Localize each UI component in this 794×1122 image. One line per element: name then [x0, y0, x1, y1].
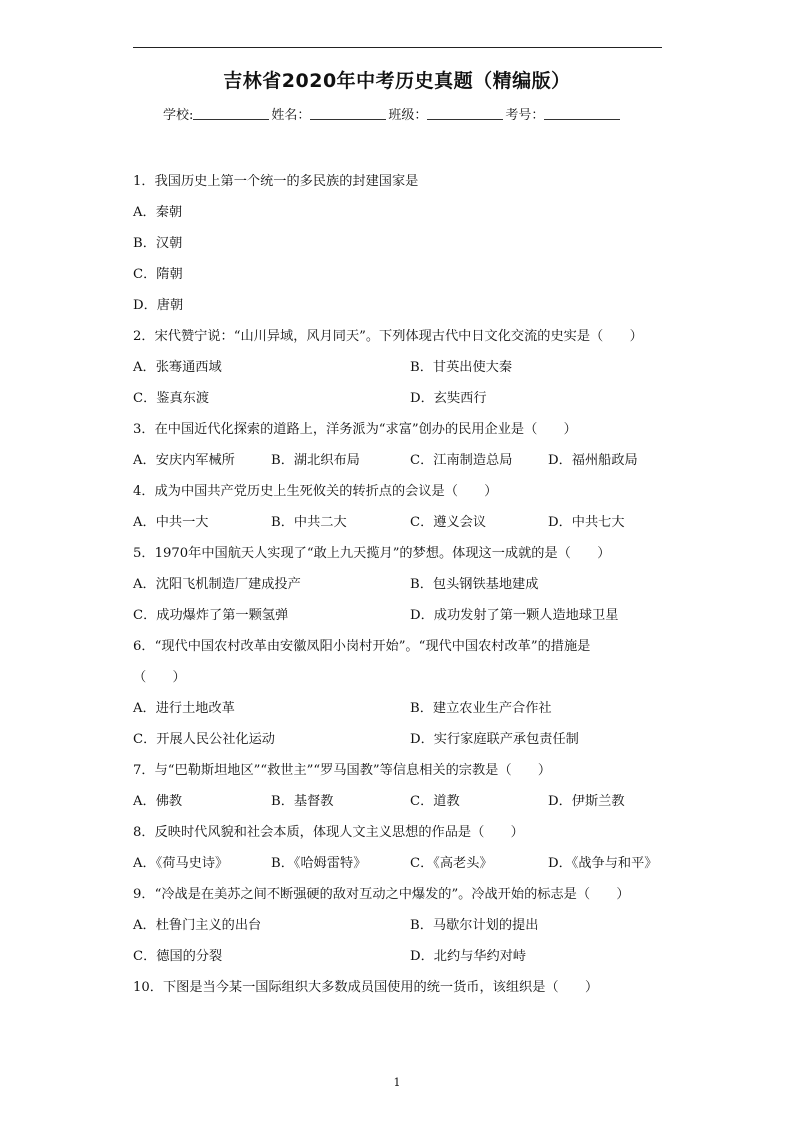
- question-3: [133, 420, 663, 451]
- option-b: B．湖北织布局: [271, 453, 360, 468]
- option-a: A．《荷马史诗》: [133, 856, 229, 871]
- question-text: 9．“冷战是在美苏之间不断强硬的敌对互动之中爆发的”。冷战开始的标志是（ ）: [133, 887, 630, 902]
- question-text: 8．反映时代风貌和社会本质，体现人文主义思想的作品是（ ）: [133, 825, 524, 840]
- question-list: [133, 172, 663, 1009]
- option-a: A．安庆内军械所: [133, 453, 235, 468]
- question-4: [133, 482, 663, 513]
- option-a: A．张骞通西域: [133, 360, 222, 375]
- option-c: C．开展人民公社化运动: [133, 732, 275, 747]
- class-blank: [427, 106, 503, 120]
- option-c: C．成功爆炸了第一颗氢弹: [133, 608, 289, 623]
- option-b: B．基督教: [271, 794, 334, 809]
- top-rule: [133, 47, 662, 48]
- option-c: C．鉴真东渡: [133, 391, 210, 406]
- option-a: A．沈阳飞机制造厂建成投产: [133, 577, 301, 592]
- question-1: [133, 172, 663, 203]
- name-blank: [310, 106, 386, 120]
- option-b: B．建立农业生产合作社: [410, 701, 552, 716]
- option-b: B．汉朝: [133, 236, 183, 251]
- question-8: [133, 823, 663, 854]
- option-d: D．伊斯兰教: [548, 794, 625, 809]
- option-c: C．道教: [410, 794, 460, 809]
- option-c: C．《高老头》: [410, 856, 493, 871]
- option-b: B．甘英出使大秦: [410, 360, 513, 375]
- option-a: A．中共一大: [133, 515, 209, 530]
- question-6: [133, 637, 663, 668]
- question-text: 6．“现代中国农村改革由安徽凤阳小岗村开始”。“现代中国农村改革”的措施是: [133, 639, 591, 654]
- number-blank: [544, 106, 620, 120]
- question-text: 2．宋代赞宁说：“山川异域，风月同天”。下列体现古代中日文化交流的史实是（ ）: [133, 329, 643, 344]
- document-title: 吉林省2020年中考历史真题（精编版）: [223, 70, 571, 92]
- question-text: 4．成为中国共产党历史上生死攸关的转折点的会议是（ ）: [133, 484, 498, 499]
- option-d: D．北约与华约对峙: [410, 949, 527, 964]
- option-d: D．《战争与和平》: [548, 856, 658, 871]
- option-c: C．德国的分裂: [133, 949, 223, 964]
- school-blank: [193, 106, 269, 120]
- option-a: A．佛教: [133, 794, 183, 809]
- option-c: C．遵义会议: [410, 515, 487, 530]
- option-b: B．马歇尔计划的提出: [410, 918, 539, 933]
- question-5: [133, 544, 663, 575]
- question-text: 1．我国历史上第一个统一的多民族的封建国家是: [133, 174, 419, 189]
- question-text: 7．与“巴勒斯坦地区”“救世主”“罗马国教”等信息相关的宗教是（ ）: [133, 763, 552, 778]
- question-10: [133, 978, 663, 1009]
- question-2: [133, 327, 663, 358]
- school-label: 学校:: [163, 108, 194, 123]
- option-d: D．唐朝: [133, 298, 184, 313]
- question-9: [133, 885, 663, 916]
- option-a: A．杜鲁门主义的出台: [133, 918, 262, 933]
- option-d: D．福州船政局: [548, 453, 638, 468]
- name-label: 姓名：: [271, 108, 311, 123]
- student-info-line: [163, 104, 622, 123]
- page-number: 1: [393, 1076, 401, 1089]
- question-text: 10．下图是当今某一国际组织大多数成员国使用的统一货币，该组织是（ ）: [133, 980, 599, 995]
- option-c: C．江南制造总局: [410, 453, 513, 468]
- option-d: D．实行家庭联产承包责任制: [410, 732, 579, 747]
- question-7: [133, 761, 663, 792]
- question-text: 5．1970年中国航天人实现了“敢上九天揽月”的梦想。体现这一成就的是（ ）: [133, 546, 611, 561]
- question-text: 3．在中国近代化探索的道路上，洋务派为“求富”创办的民用企业是（ ）: [133, 422, 577, 437]
- option-d: D．中共七大: [548, 515, 625, 530]
- option-d: D．玄奘西行: [410, 391, 487, 406]
- option-c: C．隋朝: [133, 267, 183, 282]
- option-a: A．进行土地改革: [133, 701, 235, 716]
- option-b: B．中共二大: [271, 515, 347, 530]
- number-label: 考号：: [505, 108, 545, 123]
- option-b: B．《哈姆雷特》: [271, 856, 367, 871]
- option-d: D．成功发射了第一颗人造地球卫星: [410, 608, 619, 623]
- option-a: A．秦朝: [133, 205, 183, 220]
- class-label: 班级：: [388, 108, 428, 123]
- option-b: B．包头钢铁基地建成: [410, 577, 539, 592]
- answer-parentheses: （ ）: [133, 670, 186, 685]
